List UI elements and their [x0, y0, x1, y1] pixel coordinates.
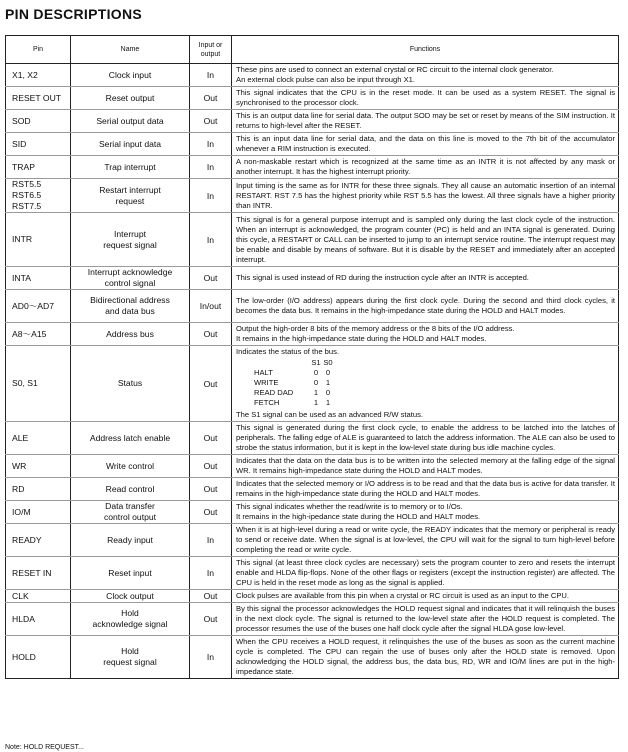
- io-cell: [190, 478, 232, 501]
- io-cell: [190, 422, 232, 455]
- name-cell: [71, 64, 190, 87]
- pin-cell: [6, 524, 71, 557]
- io-text: Out: [203, 507, 218, 517]
- pin-cell: [6, 267, 71, 290]
- pin-text: IO/M: [12, 506, 31, 517]
- pin-text: TRAP: [12, 161, 35, 172]
- functions-cell: [232, 156, 619, 179]
- functions-cell: [232, 133, 619, 156]
- name-cell: [71, 133, 190, 156]
- io-cell: [190, 323, 232, 346]
- io-cell: [190, 110, 232, 133]
- functions-text: This is an output data line for serial data. The output SOD may be set or reset by means of the SIM instruction. It returns to high-level after the RESET.: [236, 111, 615, 130]
- functions-cell: [232, 87, 619, 110]
- name-cell: [71, 87, 190, 110]
- io-cell: [190, 64, 232, 87]
- io-text: Out: [203, 273, 218, 283]
- name-text: Bidirectional address and data bus: [90, 295, 170, 316]
- io-text: Out: [203, 461, 218, 471]
- pin-text: S0, S1: [12, 378, 38, 388]
- page-title: PIN DESCRIPTIONS: [5, 6, 143, 22]
- functions-cell: [232, 455, 619, 478]
- pin-text: RESET OUT: [12, 92, 62, 103]
- io-text: Out: [203, 433, 218, 443]
- status-header: S1: [311, 358, 321, 367]
- io-text: In: [206, 139, 215, 149]
- pin-text: HLDA: [12, 613, 35, 624]
- io-cell: [190, 267, 232, 290]
- functions-cell: [232, 603, 619, 636]
- functions-cell: [232, 267, 619, 290]
- functions-text: Clock pulses are available from this pin when a crystal or RC circuit is used as an input to the CPU.: [236, 591, 570, 600]
- io-cell: [190, 524, 232, 557]
- name-text: Reset input: [108, 567, 152, 578]
- table-row: [6, 267, 619, 290]
- pin-cell: [6, 501, 71, 524]
- name-cell: [71, 110, 190, 133]
- pin-cell: [6, 557, 71, 590]
- status-s0: 1: [325, 378, 331, 387]
- io-cell: [190, 590, 232, 603]
- pin-cell: [6, 323, 71, 346]
- pin-cell: [6, 87, 71, 110]
- name-text: Clock output: [106, 590, 154, 601]
- functions-cell: [232, 346, 619, 422]
- table-row: [6, 636, 619, 679]
- name-text: Hold acknowledge signal: [92, 608, 168, 629]
- functions-text: This signal is for a general purpose interrupt and is sampled only during the last clock cycle of the instruction. When an interrupt is acknowledged, the program counter (PC) is held and an INTA signal is generated. During this cycle, a RESTART or CALL can be inserted to jump to an interrupt service routine. The interrupt request may be enable and disable by means of software. But it is disable by the RESET and immediately after an accepted interrupt.: [236, 214, 615, 264]
- table-row: [6, 156, 619, 179]
- status-label: WRITE: [254, 378, 279, 387]
- functions-text: Input timing is the same as for INTR for these three signals. They all cause an automatic insertion of an internal RESTART. RST 7.5 has the highest priority while RST 5.5 has the lowest. All three signals have a higher priority than INTR.: [236, 180, 615, 210]
- name-cell: [71, 478, 190, 501]
- functions-cell: [232, 590, 619, 603]
- functions-text: This signal is used instead of RD during the instruction cycle after an INTR is accepted.: [236, 273, 529, 282]
- io-cell: [190, 557, 232, 590]
- functions-text: When it is at high-level during a read or write cycle, the READY indicates that the memory or peripheral is ready to send or receive date. When the signal is at low-level, the CPU will wait for the signal to turn high-level before completing the read or write cycle.: [236, 525, 615, 554]
- pin-text: CLK: [12, 590, 29, 601]
- functions-text: This signal indicates whether the read/write is to memory or to I/Os. It remains in the high-ipedance state during the HOLD and HALT modes.: [236, 502, 481, 521]
- pin-text: READY: [12, 534, 42, 545]
- functions-text: Indicates the status of the bus.: [236, 347, 340, 356]
- pin-cell: [6, 133, 71, 156]
- io-cell: [190, 501, 232, 524]
- io-text: In: [206, 652, 215, 662]
- io-text: Out: [203, 484, 218, 494]
- name-cell: [71, 346, 190, 422]
- io-text: Out: [203, 116, 218, 126]
- status-row: [254, 378, 334, 388]
- status-row: [254, 398, 334, 408]
- io-text: In: [206, 162, 215, 172]
- functions-cell: [232, 110, 619, 133]
- pin-cell: [6, 422, 71, 455]
- table-row: [6, 346, 619, 422]
- table-row: [6, 179, 619, 213]
- table-row: [6, 213, 619, 267]
- io-text: In: [206, 234, 215, 245]
- name-text: Interrupt acknowledge control signal: [87, 267, 173, 288]
- pin-cell: [6, 156, 71, 179]
- name-text: Trap interrupt: [104, 161, 156, 172]
- status-table: [254, 358, 334, 408]
- status-label: FETCH: [254, 398, 280, 407]
- name-cell: [71, 524, 190, 557]
- status-s0: 1: [325, 398, 331, 407]
- pin-cell: [6, 290, 71, 323]
- status-s0: 0: [325, 368, 331, 377]
- functions-text: This signal indicates that the CPU is in the reset mode. It can be used as a system RESET. The signal is synchronised to the processor clock.: [236, 88, 615, 107]
- name-text: Restart interrupt request: [99, 184, 161, 206]
- pin-cell: [6, 213, 71, 267]
- functions-cell: [232, 213, 619, 267]
- table-row: [6, 323, 619, 346]
- name-text: Status: [117, 378, 143, 388]
- pin-cell: [6, 64, 71, 87]
- name-cell: [71, 455, 190, 478]
- functions-cell: [232, 64, 619, 87]
- table-row: [6, 133, 619, 156]
- name-cell: [71, 156, 190, 179]
- name-text: Address bus: [106, 328, 154, 339]
- name-text: Write control: [105, 460, 155, 471]
- name-text: Address latch enable: [89, 432, 171, 443]
- table-row: [6, 557, 619, 590]
- table-row: [6, 501, 619, 524]
- pin-cell: [6, 455, 71, 478]
- table-row: [6, 455, 619, 478]
- name-cell: [71, 323, 190, 346]
- pin-cell: [6, 636, 71, 679]
- functions-cell: [232, 323, 619, 346]
- functions-cell: [232, 290, 619, 323]
- status-label: HALT: [254, 368, 273, 377]
- pin-text: INTA: [12, 272, 31, 283]
- functions-text: The low-order (I/O address) appears during the first clock cycle. During the second and third clock cycles, it becomes the data bus. It remains in the high-impedance state during the HOLD and HALT modes.: [236, 296, 615, 315]
- status-s1: 1: [313, 388, 319, 397]
- pin-cell: [6, 179, 71, 213]
- table-row: [6, 603, 619, 636]
- io-cell: [190, 346, 232, 422]
- name-cell: [71, 557, 190, 590]
- table-row: [6, 590, 619, 603]
- name-text: Interrupt request signal: [103, 228, 157, 250]
- functions-cell: [232, 478, 619, 501]
- table-header-row: [6, 36, 619, 64]
- io-text: In: [206, 190, 215, 201]
- io-cell: [190, 290, 232, 323]
- functions-text: This is an input data line for serial data, and the data on this line is moved to the 7th bit of the accumulator whenever a RIM instruction is executed.: [236, 134, 615, 153]
- footnote: Note: HOLD REQUEST...: [5, 744, 84, 751]
- name-cell: [71, 290, 190, 323]
- functions-text: Indicates that the data on the data bus is to be written into the selected memory at the falling edge of the signal WR. It remains high-impedance state during the HOLD and HALT modes.: [236, 456, 615, 475]
- table-row: [6, 422, 619, 455]
- name-text: Data transfer control output: [103, 501, 157, 522]
- functions-text: This signal (at least three clock cycles are necessary) sets the program counter to zero and resets the interrupt enable and HLDA flip-flops. None of the other flags or registers (except the instruction register) are affected. The CPU is held in the reset mode as long as the signal is applied.: [236, 558, 615, 587]
- io-text: Out: [203, 378, 218, 389]
- pin-descriptions-table: [5, 35, 619, 679]
- functions-text: Indicates that the selected memory or I/O address is to be read and that the data bus is active for data transfer. It remains in the high-impedance state during the HOLD and HALT modes.: [236, 479, 615, 498]
- table-row: [6, 110, 619, 133]
- functions-text: By this signal the processor acknowledges the HOLD request signal and indicates that it will relinquish the buses in the next clock cycle. The signal is returned to the low-level state after the HOLD request is completed. The processor resumes the use of the buses one half clock cycle after the signal HLDA gose low-level.: [236, 604, 615, 633]
- status-s1: 0: [313, 368, 319, 377]
- status-label: READ DAD: [254, 388, 294, 397]
- pin-text: A8～A15: [12, 328, 47, 339]
- name-cell: [71, 213, 190, 267]
- name-text: Reset output: [105, 92, 155, 103]
- name-text: Serial input data: [98, 138, 162, 149]
- status-s1: 0: [313, 378, 319, 387]
- pin-text: WR: [12, 460, 27, 471]
- io-cell: [190, 156, 232, 179]
- pin-text: X1, X2: [12, 69, 38, 80]
- table-row: [6, 524, 619, 557]
- functions-cell: [232, 422, 619, 455]
- pin-text: SOD: [12, 115, 31, 126]
- io-text: In: [206, 535, 215, 545]
- functions-text: When the CPU receives a HOLD request, it relinquishes the use of the buses as soon as the current machine cycle is completed. The CPU can regain the use of buses only after the HOLD state is removed. Upon acknowledging the HOLD signal, the address bus, the data bus, RD, WR and IO/M lines are put in the high-impedance state.: [236, 637, 615, 676]
- name-cell: [71, 501, 190, 524]
- pin-text: INTR: [12, 234, 33, 244]
- pin-text: SID: [12, 138, 27, 149]
- table-row: [6, 478, 619, 501]
- status-row: [254, 368, 334, 378]
- functions-text: Output the high-order 8 bits of the memory address or the 8 bits of the I/O address. It remains in the high-impedance state during the HOLD and HALT modes.: [236, 324, 515, 343]
- functions-text: A non-maskable restart which is recognized at the same time as an INTR it is not affected by any mask or another interrupt. It has the highest interrupt priority.: [236, 157, 615, 176]
- functions-cell: [232, 179, 619, 213]
- io-text: Out: [203, 93, 218, 103]
- io-cell: [190, 87, 232, 110]
- io-text: In: [206, 568, 215, 578]
- functions-cell: [232, 501, 619, 524]
- io-text: Out: [203, 591, 218, 601]
- table-row: [6, 64, 619, 87]
- name-text: Read control: [105, 483, 155, 494]
- pin-cell: [6, 478, 71, 501]
- name-cell: [71, 267, 190, 290]
- io-cell: [190, 603, 232, 636]
- header-pin: Pin: [6, 36, 71, 64]
- io-text: Out: [203, 329, 218, 339]
- name-cell: [71, 422, 190, 455]
- pin-text: RST5.5 RST6.5 RST7.5: [12, 179, 42, 211]
- header-name: Name: [71, 36, 190, 64]
- io-cell: [190, 133, 232, 156]
- status-s1: 1: [313, 398, 319, 407]
- status-header: S0: [323, 358, 333, 367]
- table-row: [6, 290, 619, 323]
- pin-cell: [6, 346, 71, 422]
- name-text: Clock input: [108, 69, 152, 80]
- pin-cell: [6, 590, 71, 603]
- name-cell: [71, 636, 190, 679]
- pin-text: RESET IN: [12, 567, 52, 578]
- io-cell: [190, 179, 232, 213]
- functions-text: These pins are used to connect an external crystal or RC circuit to the internal clock generator. An external clock pulse can also be input through X1.: [236, 65, 554, 84]
- functions-text-extra: The S1 signal can be used as an advanced R/W status.: [236, 410, 423, 419]
- name-text: Hold request signal: [103, 646, 157, 667]
- table-row: [6, 87, 619, 110]
- name-text: Ready input: [107, 534, 153, 545]
- io-text: In/out: [199, 301, 222, 311]
- pin-cell: [6, 110, 71, 133]
- pin-cell: [6, 603, 71, 636]
- header-functions: Functions: [232, 36, 619, 64]
- pin-text: ALE: [12, 432, 29, 443]
- name-text: Serial output data: [96, 115, 164, 126]
- functions-cell: [232, 636, 619, 679]
- pin-text: RD: [12, 483, 25, 494]
- pin-text: AD0～AD7: [12, 300, 55, 311]
- io-cell: [190, 213, 232, 267]
- functions-cell: [232, 557, 619, 590]
- status-s0: 0: [325, 388, 331, 397]
- name-cell: [71, 179, 190, 213]
- io-text: In: [206, 70, 215, 80]
- functions-cell: [232, 524, 619, 557]
- name-cell: [71, 590, 190, 603]
- header-io: Input or output: [190, 36, 232, 64]
- functions-text: This signal is generated during the first clock cycle, to enable the address to be latched into the latches of peripherals. The falling edge of ALE is guaranteed to latch the address information. The ALE can also be used to strobe the status information, but it is kept in the low-level state during bus idle machine cycles.: [236, 423, 615, 452]
- name-cell: [71, 603, 190, 636]
- io-text: Out: [203, 614, 218, 624]
- pin-text: HOLD: [12, 651, 36, 662]
- io-cell: [190, 455, 232, 478]
- io-cell: [190, 636, 232, 679]
- status-row: [254, 388, 334, 398]
